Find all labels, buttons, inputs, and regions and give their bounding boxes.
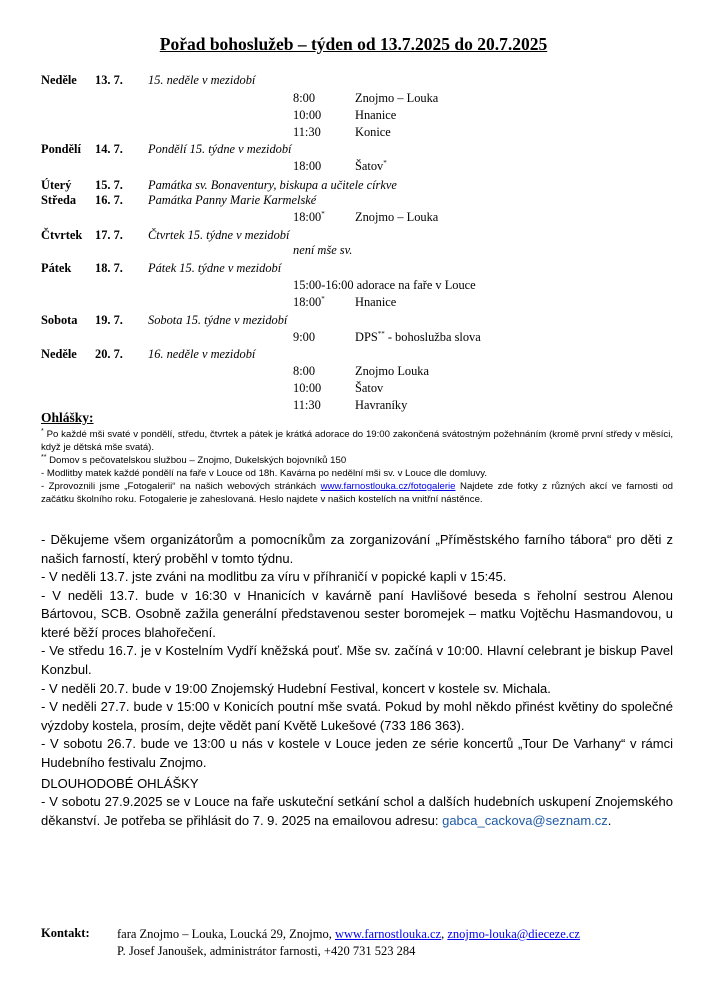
footnote-mark: *	[321, 294, 325, 303]
mass-extra: - bohoslužba slova	[384, 330, 481, 344]
day-name: Pondělí	[41, 142, 81, 156]
mass-place: Hnanice	[355, 295, 397, 309]
mass-place	[355, 330, 481, 345]
day-date: 14. 7.	[95, 142, 123, 156]
day-date: 18. 7.	[95, 261, 123, 275]
footnote-mark: *	[383, 158, 387, 167]
email-link[interactable]: znojmo-louka@dieceze.cz	[447, 927, 580, 941]
footnote-mark: *	[41, 427, 44, 435]
gallery-link[interactable]: www.farnostlouka.cz/fotogalerie	[320, 480, 456, 492]
footnote-text: - Zprovoznili jsme „Fotogalerii“ na našich webových stránkách	[41, 480, 321, 492]
news-item: - V neděli 13.7. jste zváni na modlitbu za víru v příhraničí v popické kapli v 15:45.	[41, 569, 507, 585]
liturgical-day: Památka Panny Marie Karmelské	[148, 193, 317, 207]
longterm-tail: .	[607, 812, 612, 828]
liturgical-day: Sobota 15. týdne v mezidobí	[148, 313, 288, 327]
mass-place: Šatov	[355, 381, 384, 395]
day-date: 19. 7.	[95, 313, 123, 327]
day-name: Středa	[41, 193, 77, 207]
mass-time-text: 18:00	[293, 295, 322, 309]
footnote-mark: **	[377, 329, 385, 338]
day-date: 20. 7.	[95, 347, 123, 361]
mass-time: 10:00	[293, 108, 322, 122]
footnote-dps	[41, 455, 673, 468]
liturgical-day: Památka sv. Bonaventury, biskupa a učitele církve	[148, 178, 397, 192]
footnote-mark: *	[321, 209, 325, 218]
announcements-heading: Ohlášky:	[41, 410, 94, 425]
mass-time: 11:30	[293, 125, 321, 139]
day-date: 16. 7.	[95, 193, 123, 207]
liturgical-day: 16. neděle v mezidobí	[148, 347, 256, 361]
liturgical-day: Čtvrtek 15. týdne v mezidobí	[148, 228, 290, 242]
mass-place: Havraníky	[355, 398, 408, 412]
day-name: Neděle	[41, 73, 77, 87]
mass-place-text: DPS	[355, 330, 378, 344]
news-item: - V neděli 13.7. bude v 16:30 v Hnanicích v kavárně paní Havlišové beseda s řeholní sestrou Alenou Bártovou, SCB. Osobně zažila generální představenou sester boromejek – matku Vojtěchu Hasmandovou, u které běží proces blahořečení.	[41, 587, 673, 640]
contact-separator: ,	[441, 927, 448, 941]
day-name: Sobota	[41, 313, 78, 327]
mass-time: 10:00	[293, 381, 322, 395]
footnote-prayers: - Modlitby matek každé pondělí na faře v Louce od 18h. Kavárna po nedělní mši sv. v Louce dle domluvy.	[41, 467, 488, 479]
mass-place: Znojmo – Louka	[355, 91, 439, 105]
mass-time: 8:00	[293, 364, 316, 378]
mass-time-text: 18:00	[293, 210, 322, 224]
day-date: 13. 7.	[95, 73, 123, 87]
mass-place: Znojmo – Louka	[355, 210, 439, 224]
liturgical-day: Pondělí 15. týdne v mezidobí	[148, 142, 292, 156]
day-name: Čtvrtek	[41, 228, 83, 242]
footnote-mark: **	[41, 453, 47, 461]
news-item: - Ve středu 16.7. je v Kostelním Vydří kněžská pouť. Mše sv. začíná v 10:00. Hlavní celebrant je biskup Pavel Konzbul.	[41, 643, 673, 678]
news-item: - Děkujeme všem organizátorům a pomocníkům za zorganizování „Příměstského farního tábora“ pro děti z našich farností, který proběhl v tomto týdnu.	[41, 532, 673, 566]
mass-time: 18:00	[293, 159, 322, 173]
footnotes	[41, 429, 673, 507]
news-item: - V neděli 27.7. bude v 15:00 v Konicích poutní mše svatá. Pokud by mohl někdo přinést květiny do společné výzdoby kostela, prosím, dejte vědět paní Květě Lukešové (733 186 363).	[41, 699, 673, 733]
mass-place: Hnanice	[355, 108, 397, 122]
footnote-gallery	[41, 481, 673, 507]
contact-block	[117, 926, 580, 959]
mass-time	[293, 210, 325, 225]
day-date: 15. 7.	[95, 178, 123, 192]
day-name: Neděle	[41, 347, 77, 361]
longterm-text: - V sobotu 27.9.2025 se v Louce na faře uskuteční setkání schol a dalších hudebních uskupení Znojemského děkanství. Je potřeba se přihlásit do 7. 9. 2025 na emailovou adresu:	[41, 794, 673, 828]
mass-time	[293, 295, 325, 310]
mass-place	[355, 159, 387, 174]
mass-place: Konice	[355, 125, 391, 139]
news-item: - V neděli 20.7. bude v 19:00 Znojemský Hudební Festival, koncert v kostele sv. Michala.	[41, 680, 551, 696]
no-mass-note: není mše sv.	[293, 243, 353, 257]
longterm-announcement	[41, 793, 673, 830]
footnote-text: Domov s pečovatelskou službou – Znojmo, Dukelských bojovníků 150	[49, 454, 347, 466]
footnote-text: Po každé mši svaté v pondělí, středu, čtvrtek a pátek je krátká adorace do 19:00 zakončená svátostným požehnáním (kromě první středy v měsíci, když je dětská mše svatá).	[41, 429, 673, 453]
mass-place-text: Šatov	[355, 159, 384, 173]
contact-address: fara Znojmo – Louka, Loucká 29, Znojmo,	[117, 927, 335, 941]
day-date: 17. 7.	[95, 228, 123, 242]
footnote-text: Najdete zde fotky z různých akcí ve farnosti od začátku školního roku. Fotogalerie je zaheslovaná. Heslo najdete v našich kostelích na vnitřní nástěnce.	[41, 480, 673, 505]
mass-time: 8:00	[293, 91, 316, 105]
contact-line-1	[117, 926, 580, 943]
adoration-note: 15:00-16:00 adorace na faře v Louce	[293, 278, 476, 292]
website-link[interactable]: www.farnostlouka.cz	[335, 927, 442, 941]
day-name: Pátek	[41, 261, 72, 275]
contact-label: Kontakt:	[41, 926, 90, 940]
longterm-item	[41, 793, 673, 830]
news-list	[41, 531, 673, 773]
liturgical-day: Pátek 15. týdne v mezidobí	[148, 261, 282, 275]
contact-email[interactable]: gabca_cackova@seznam.cz	[442, 812, 608, 828]
longterm-heading: DLOUHODOBÉ OHLÁŠKY	[41, 776, 199, 791]
day-name: Úterý	[41, 178, 72, 192]
footnote-adoration	[41, 429, 673, 455]
page-title: Pořad bohoslužeb – týden od 13.7.2025 do 20.7.2025	[159, 34, 548, 54]
news-item: - V sobotu 26.7. bude ve 13:00 u nás v kostele v Louce jeden ze série koncertů „Tour De Varhany“ v rámci Hudebního festivalu Znojmo.	[41, 736, 673, 770]
contact-line-2: P. Josef Janoušek, administrátor farnosti, +420 731 523 284	[117, 943, 416, 958]
mass-time: 11:30	[293, 398, 321, 412]
mass-place: Znojmo Louka	[355, 364, 429, 378]
liturgical-day: 15. neděle v mezidobí	[148, 73, 256, 87]
mass-time: 9:00	[293, 330, 316, 344]
